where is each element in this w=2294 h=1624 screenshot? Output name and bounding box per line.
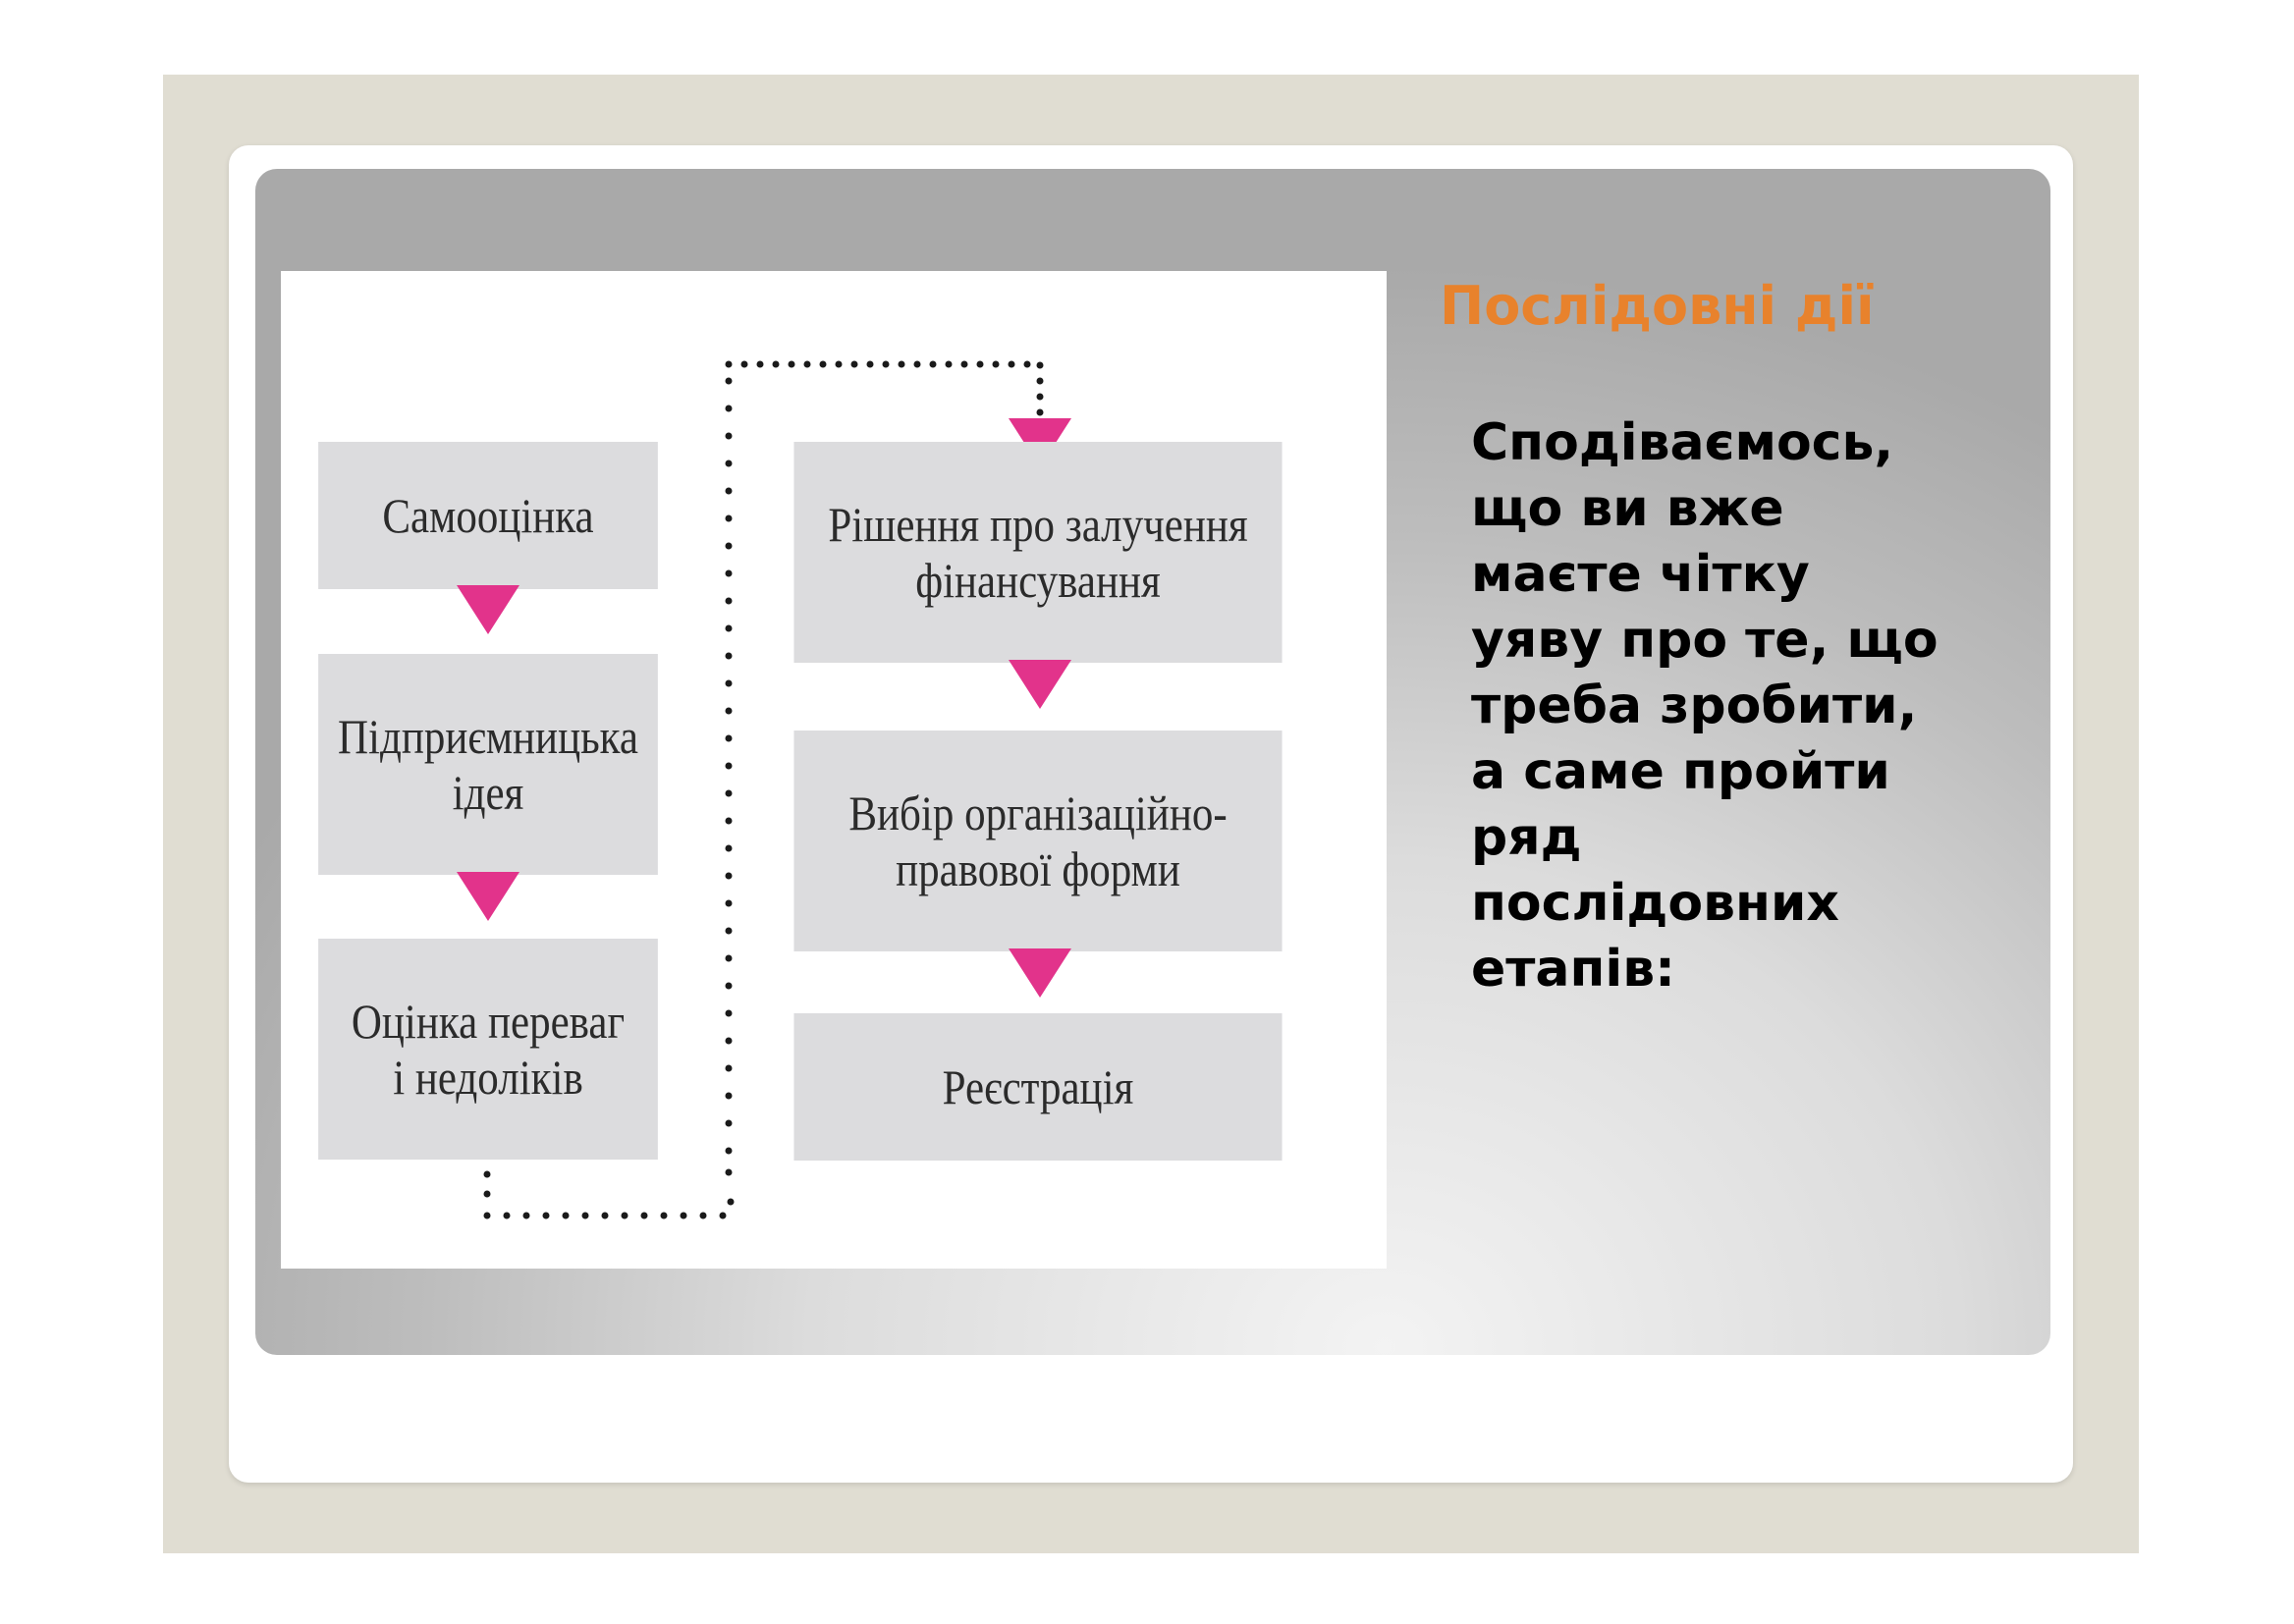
slide-body-text: Сподіваємось, що ви вже маєте чітку уяву про те, що треба зробити, а саме пройти ряд послідовних етапів: — [1471, 413, 1939, 999]
step-label: Підприємницька ідея — [337, 708, 639, 820]
step-label: Рішення про залучення фінансування — [828, 496, 1248, 608]
step-label: Реєстрація — [942, 1058, 1134, 1114]
slide-title: Послідовні дії — [1440, 275, 1875, 337]
dotted-connector — [281, 271, 1387, 1269]
step-label: Оцінка переваг і недоліків — [351, 993, 626, 1105]
flow-diagram — [281, 271, 1387, 1269]
step-label: Вибір організаційно- правової форми — [848, 785, 1228, 896]
step-label: Самооцінка — [382, 487, 594, 543]
